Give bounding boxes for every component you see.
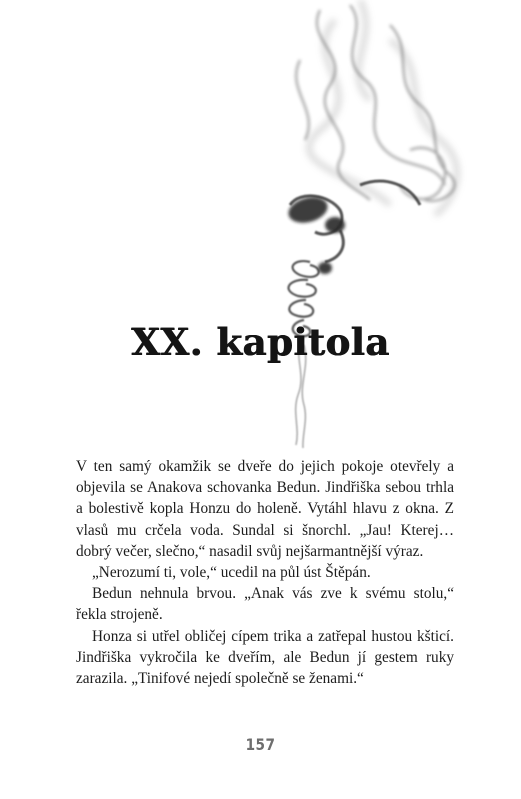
page-number: 157 xyxy=(245,735,276,754)
chapter-body-text xyxy=(76,456,454,689)
chapter-title: XX. kapitola xyxy=(131,320,390,364)
paragraph: Bedun nehnula brvou. „Anak vás zve k svému stolu,“ řekla strojeně. xyxy=(76,585,454,624)
paragraph: „Nerozumí ti, vole,“ ucedil na půl úst Štěpán. xyxy=(92,564,371,582)
paragraph: V ten samý okamžik se dveře do jejich pokoje otevřely a objevila se Anakova schovanka Bedun. Jindřiška sebou trhla a bolestivě kopla Honzu do holeně. Vytáhl hlavu z okna. Z vlasů mu crčela voda. Sundal si šnorchl. „Jau! Kterej… dobrý večer, slečno,“ nasadil svůj nejšarmantnější výraz. xyxy=(76,458,454,560)
paragraph: Honza si utřel obličej cípem trika a zatřepal hustou kšticí. Jindřiška vykročila ke dveřím, ale Bedun jí gestem ruky zarazila. „Tinifové nejedí společně se ženami.“ xyxy=(76,627,454,688)
smoke-illustration xyxy=(240,0,490,450)
